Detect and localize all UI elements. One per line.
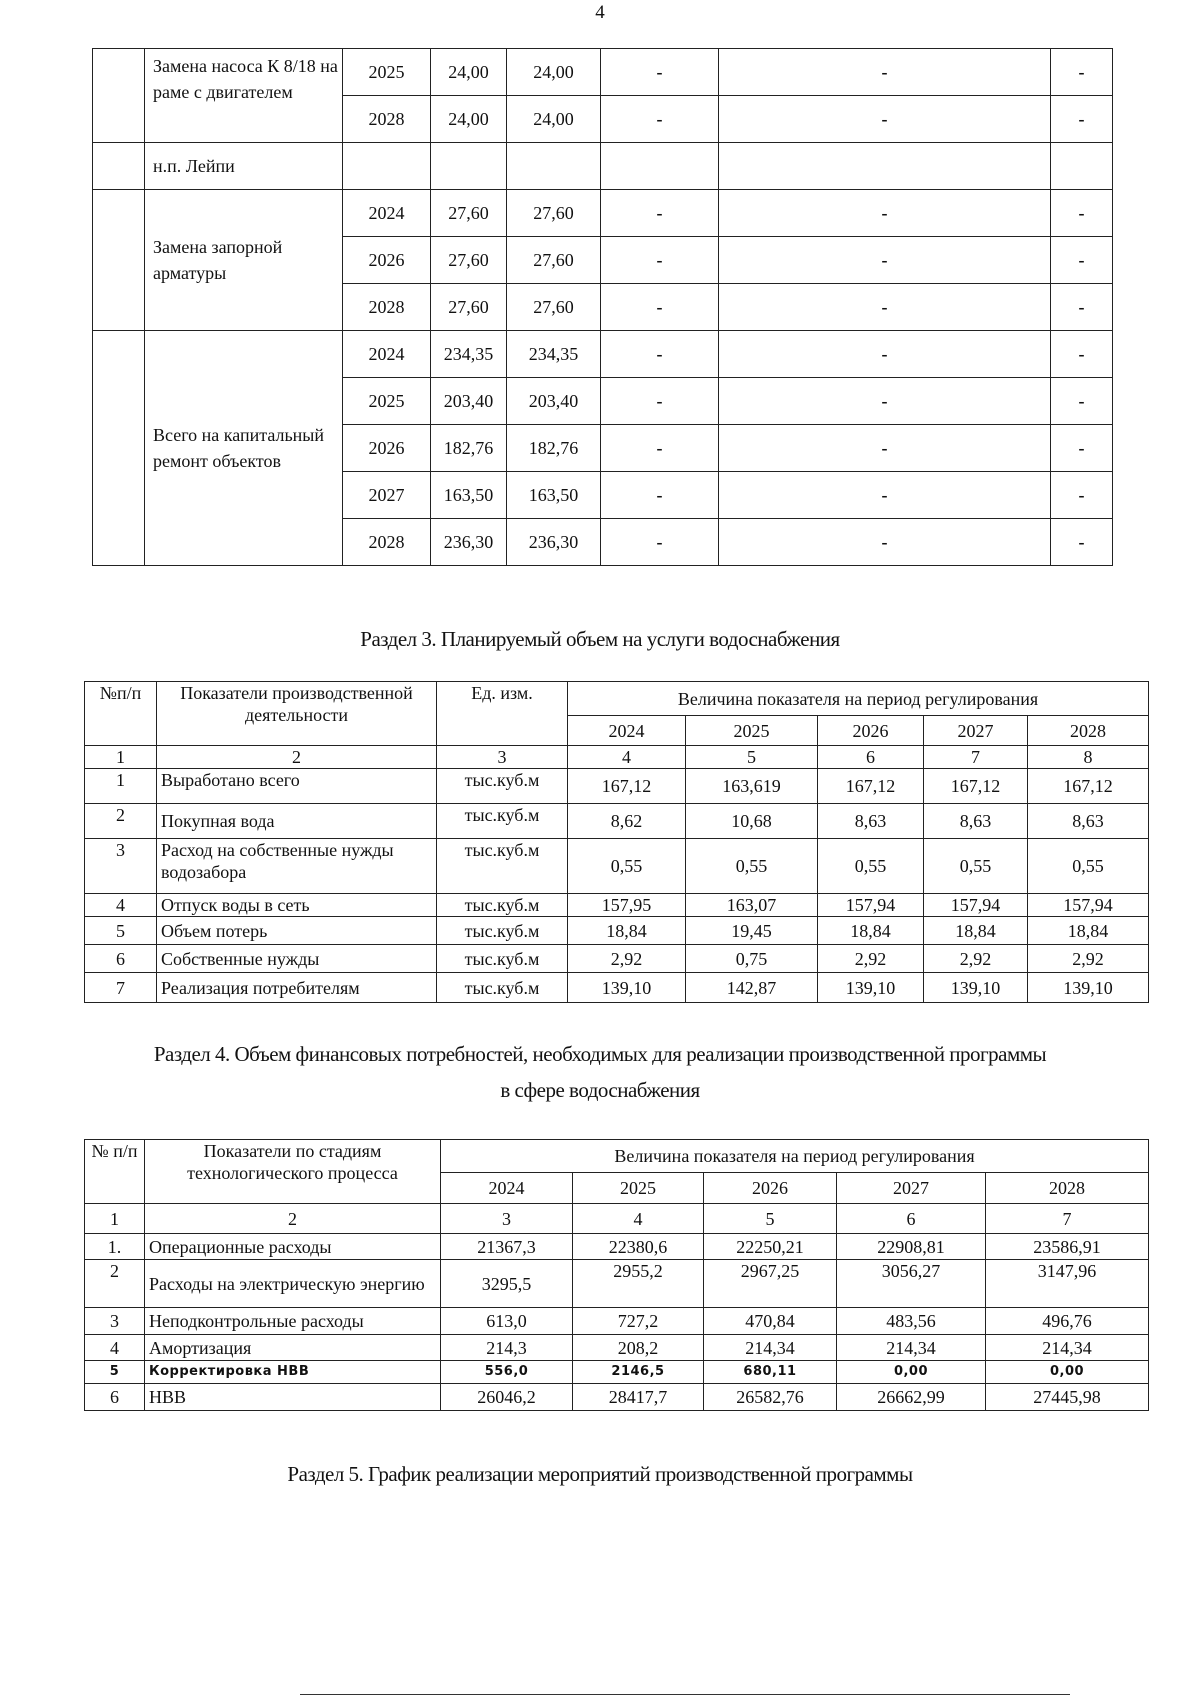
value-cell: 2,92	[818, 945, 924, 973]
value-cell: 3295,5	[441, 1260, 573, 1308]
table-row	[85, 1308, 1149, 1335]
value-cell: 27,60	[507, 237, 601, 284]
unit-cell: тыс.куб.м	[437, 945, 568, 973]
value-cell: 157,94	[1028, 894, 1149, 917]
settlement-name: н.п. Лейпи	[145, 143, 343, 190]
value-cell: 0,00	[837, 1361, 986, 1384]
financial-needs-table	[84, 1139, 1149, 1411]
value-cell: 163,619	[686, 769, 818, 804]
empty-cell	[601, 143, 719, 190]
value-cell: 167,12	[568, 769, 686, 804]
value-cell: 182,76	[431, 425, 507, 472]
row-num: 3	[85, 1308, 145, 1335]
dash-cell: -	[1051, 49, 1113, 96]
dash-cell: -	[719, 519, 1051, 566]
row-num: 4	[85, 1335, 145, 1361]
value-cell: 22250,21	[704, 1234, 837, 1260]
value-cell: 8,62	[568, 804, 686, 839]
value-cell: 163,07	[686, 894, 818, 917]
value-cell: 236,30	[507, 519, 601, 566]
indicator-name: Объем потерь	[157, 917, 437, 945]
empty-cell	[507, 143, 601, 190]
header-year: 2027	[837, 1173, 986, 1204]
value-cell: 2955,2	[573, 1260, 704, 1308]
dash-cell: -	[1051, 519, 1113, 566]
value-cell: 2,92	[924, 945, 1028, 973]
unit-cell: тыс.куб.м	[437, 917, 568, 945]
empty-cell	[93, 143, 145, 190]
value-cell: 2146,5	[573, 1361, 704, 1384]
year-cell: 2028	[343, 96, 431, 143]
value-cell: 0,55	[924, 839, 1028, 894]
dash-cell: -	[601, 378, 719, 425]
value-cell: 23586,91	[986, 1234, 1149, 1260]
dash-cell: -	[601, 425, 719, 472]
row-num: 6	[85, 1384, 145, 1411]
value-cell: 21367,3	[441, 1234, 573, 1260]
row-num: 5	[85, 917, 157, 945]
header-num: № п/п	[85, 1140, 145, 1204]
indicator-name: Отпуск воды в сеть	[157, 894, 437, 917]
value-cell: 0,55	[818, 839, 924, 894]
value-cell: 26662,99	[837, 1384, 986, 1411]
value-cell: 236,30	[431, 519, 507, 566]
value-cell: 8,63	[1028, 804, 1149, 839]
section-4-title: Раздел 4. Объем финансовых потребностей, необходимых для реализации производственной программы	[153, 1042, 1047, 1066]
row-num: 7	[85, 973, 157, 1003]
dash-cell: -	[1051, 425, 1113, 472]
value-cell: 27,60	[431, 237, 507, 284]
value-cell: 8,63	[818, 804, 924, 839]
table-row	[85, 1384, 1149, 1411]
measure-name: Замена насоса К 8/18 на раме с двигателем	[145, 49, 343, 143]
dash-cell: -	[601, 96, 719, 143]
value-cell: 163,50	[507, 472, 601, 519]
value-cell: 234,35	[507, 331, 601, 378]
table-row	[85, 839, 1149, 894]
header-year: 2025	[686, 716, 818, 746]
indicator-name: Расходы на электрическую энергию	[145, 1260, 441, 1308]
dash-cell: -	[719, 284, 1051, 331]
dash-cell: -	[719, 96, 1051, 143]
col-number: 1	[85, 1204, 145, 1234]
dash-cell: -	[601, 237, 719, 284]
indicator-name: Реализация потребителям	[157, 973, 437, 1003]
dash-cell: -	[719, 472, 1051, 519]
header-year: 2028	[1028, 716, 1149, 746]
year-cell: 2028	[343, 284, 431, 331]
unit-cell: тыс.куб.м	[437, 973, 568, 1003]
table-row	[93, 190, 1113, 237]
capital-repair-table	[92, 48, 1113, 566]
year-cell: 2025	[343, 378, 431, 425]
dash-cell: -	[1051, 96, 1113, 143]
value-cell: 22380,6	[573, 1234, 704, 1260]
empty-cell	[431, 143, 507, 190]
row-num: 6	[85, 945, 157, 973]
col-number: 1	[85, 746, 157, 769]
value-cell: 142,87	[686, 973, 818, 1003]
header-year: 2027	[924, 716, 1028, 746]
total-name: Всего на капитальный ремонт объектов	[145, 331, 343, 566]
year-cell: 2027	[343, 472, 431, 519]
dash-cell: -	[601, 472, 719, 519]
row-num: 1	[85, 769, 157, 804]
dash-cell: -	[719, 331, 1051, 378]
value-cell: 203,40	[431, 378, 507, 425]
year-cell: 2026	[343, 237, 431, 284]
indicator-name: Расход на собственные нужды водозабора	[157, 839, 437, 894]
col-number: 4	[568, 746, 686, 769]
header-row	[85, 682, 1149, 716]
indicator-name: НВВ	[145, 1384, 441, 1411]
header-period: Величина показателя на период регулирования	[441, 1140, 1149, 1173]
value-cell: 22908,81	[837, 1234, 986, 1260]
header-year: 2025	[573, 1173, 704, 1204]
value-cell: 214,34	[837, 1335, 986, 1361]
header-indicator: Показатели по стадиям технологического процесса	[145, 1140, 441, 1204]
value-cell: 18,84	[1028, 917, 1149, 945]
value-cell: 139,10	[924, 973, 1028, 1003]
value-cell: 28417,7	[573, 1384, 704, 1411]
empty-cell	[93, 331, 145, 566]
value-cell: 214,34	[986, 1335, 1149, 1361]
row-num: 2	[85, 1260, 145, 1308]
value-cell: 167,12	[818, 769, 924, 804]
table-row	[85, 769, 1149, 804]
value-cell: 214,34	[704, 1335, 837, 1361]
indicator-name: Амортизация	[145, 1335, 441, 1361]
col-number: 5	[686, 746, 818, 769]
value-cell: 157,95	[568, 894, 686, 917]
dash-cell: -	[1051, 190, 1113, 237]
table-row	[85, 917, 1149, 945]
value-cell: 27,60	[431, 284, 507, 331]
unit-cell: тыс.куб.м	[437, 894, 568, 917]
water-volume-table	[84, 681, 1149, 1003]
year-cell: 2028	[343, 519, 431, 566]
dash-cell: -	[601, 331, 719, 378]
dash-cell: -	[1051, 237, 1113, 284]
indicator-name: Неподконтрольные расходы	[145, 1308, 441, 1335]
col-number: 5	[704, 1204, 837, 1234]
unit-cell: тыс.куб.м	[437, 839, 568, 894]
value-cell: 234,35	[431, 331, 507, 378]
header-year: 2024	[568, 716, 686, 746]
dash-cell: -	[719, 237, 1051, 284]
dash-cell: -	[719, 425, 1051, 472]
indicator-name: Операционные расходы	[145, 1234, 441, 1260]
section-3-title: Раздел 3. Планируемый объем на услуги водоснабжения	[360, 627, 840, 651]
empty-cell	[719, 143, 1051, 190]
value-cell: 470,84	[704, 1308, 837, 1335]
column-number-row	[85, 746, 1149, 769]
table-row	[85, 1260, 1149, 1308]
table-row	[93, 331, 1113, 378]
row-num: 3	[85, 839, 157, 894]
value-cell: 496,76	[986, 1308, 1149, 1335]
column-number-row	[85, 1204, 1149, 1234]
value-cell: 24,00	[507, 96, 601, 143]
value-cell: 483,56	[837, 1308, 986, 1335]
value-cell: 214,3	[441, 1335, 573, 1361]
empty-cell	[93, 49, 145, 143]
value-cell: 8,63	[924, 804, 1028, 839]
measure-name: Замена запорной арматуры	[145, 190, 343, 331]
col-number: 7	[924, 746, 1028, 769]
col-number: 4	[573, 1204, 704, 1234]
indicator-name: Собственные нужды	[157, 945, 437, 973]
row-num: 1.	[85, 1234, 145, 1260]
header-period: Величина показателя на период регулирования	[568, 682, 1149, 716]
section-4-title-line2: в сфере водоснабжения	[500, 1078, 700, 1102]
row-num: 5	[85, 1361, 145, 1384]
row-num: 4	[85, 894, 157, 917]
value-cell: 26046,2	[441, 1384, 573, 1411]
header-num: №п/п	[85, 682, 157, 746]
value-cell: 18,84	[818, 917, 924, 945]
value-cell: 24,00	[431, 49, 507, 96]
empty-cell	[343, 143, 431, 190]
value-cell: 27,60	[431, 190, 507, 237]
unit-cell: тыс.куб.м	[437, 769, 568, 804]
value-cell: 157,94	[924, 894, 1028, 917]
table-row	[85, 1361, 1149, 1384]
value-cell: 2,92	[1028, 945, 1149, 973]
header-year: 2026	[818, 716, 924, 746]
col-number: 3	[441, 1204, 573, 1234]
value-cell: 27,60	[507, 190, 601, 237]
table-row	[93, 49, 1113, 96]
dash-cell: -	[1051, 331, 1113, 378]
value-cell: 10,68	[686, 804, 818, 839]
dash-cell: -	[601, 519, 719, 566]
value-cell: 157,94	[818, 894, 924, 917]
value-cell: 613,0	[441, 1308, 573, 1335]
value-cell: 27445,98	[986, 1384, 1149, 1411]
col-number: 2	[145, 1204, 441, 1234]
year-cell: 2025	[343, 49, 431, 96]
col-number: 7	[986, 1204, 1149, 1234]
value-cell: 0,55	[1028, 839, 1149, 894]
value-cell: 167,12	[1028, 769, 1149, 804]
value-cell: 680,11	[704, 1361, 837, 1384]
col-number: 6	[837, 1204, 986, 1234]
value-cell: 18,84	[568, 917, 686, 945]
value-cell: 203,40	[507, 378, 601, 425]
value-cell: 19,45	[686, 917, 818, 945]
value-cell: 27,60	[507, 284, 601, 331]
bottom-divider	[300, 1694, 1070, 1695]
col-number: 6	[818, 746, 924, 769]
dash-cell: -	[1051, 284, 1113, 331]
value-cell: 208,2	[573, 1335, 704, 1361]
value-cell: 0,55	[568, 839, 686, 894]
unit-cell: тыс.куб.м	[437, 804, 568, 839]
header-indicator: Показатели производственной деятельности	[157, 682, 437, 746]
indicator-name: Покупная вода	[157, 804, 437, 839]
empty-cell	[93, 190, 145, 331]
empty-cell	[1051, 143, 1113, 190]
table-row	[93, 143, 1113, 190]
table-row	[85, 945, 1149, 973]
dash-cell: -	[601, 284, 719, 331]
header-year: 2026	[704, 1173, 837, 1204]
value-cell: 26582,76	[704, 1384, 837, 1411]
value-cell: 0,75	[686, 945, 818, 973]
value-cell: 3147,96	[986, 1260, 1149, 1308]
value-cell: 2,92	[568, 945, 686, 973]
table-row	[85, 1335, 1149, 1361]
value-cell: 163,50	[431, 472, 507, 519]
dash-cell: -	[719, 378, 1051, 425]
col-number: 8	[1028, 746, 1149, 769]
header-year: 2024	[441, 1173, 573, 1204]
value-cell: 139,10	[818, 973, 924, 1003]
dash-cell: -	[1051, 472, 1113, 519]
value-cell: 167,12	[924, 769, 1028, 804]
dash-cell: -	[601, 190, 719, 237]
dash-cell: -	[1051, 378, 1113, 425]
year-cell: 2026	[343, 425, 431, 472]
year-cell: 2024	[343, 331, 431, 378]
value-cell: 139,10	[568, 973, 686, 1003]
value-cell: 0,55	[686, 839, 818, 894]
value-cell: 24,00	[507, 49, 601, 96]
row-num: 2	[85, 804, 157, 839]
value-cell: 24,00	[431, 96, 507, 143]
table-row	[85, 1234, 1149, 1260]
section-5-title: Раздел 5. График реализации мероприятий производственной программы	[287, 1462, 913, 1486]
value-cell: 2967,25	[704, 1260, 837, 1308]
value-cell: 727,2	[573, 1308, 704, 1335]
table-row	[85, 973, 1149, 1003]
value-cell: 139,10	[1028, 973, 1149, 1003]
value-cell: 182,76	[507, 425, 601, 472]
page-number: 4	[595, 2, 605, 23]
value-cell: 556,0	[441, 1361, 573, 1384]
header-year: 2028	[986, 1173, 1149, 1204]
col-number: 2	[157, 746, 437, 769]
table-row	[85, 804, 1149, 839]
indicator-name: Корректировка НВВ	[145, 1361, 441, 1384]
value-cell: 0,00	[986, 1361, 1149, 1384]
dash-cell: -	[719, 49, 1051, 96]
table-row	[85, 894, 1149, 917]
value-cell: 3056,27	[837, 1260, 986, 1308]
indicator-name: Выработано всего	[157, 769, 437, 804]
dash-cell: -	[601, 49, 719, 96]
dash-cell: -	[719, 190, 1051, 237]
year-cell: 2024	[343, 190, 431, 237]
col-number: 3	[437, 746, 568, 769]
header-unit: Ед. изм.	[437, 682, 568, 746]
value-cell: 18,84	[924, 917, 1028, 945]
header-row	[85, 1140, 1149, 1173]
